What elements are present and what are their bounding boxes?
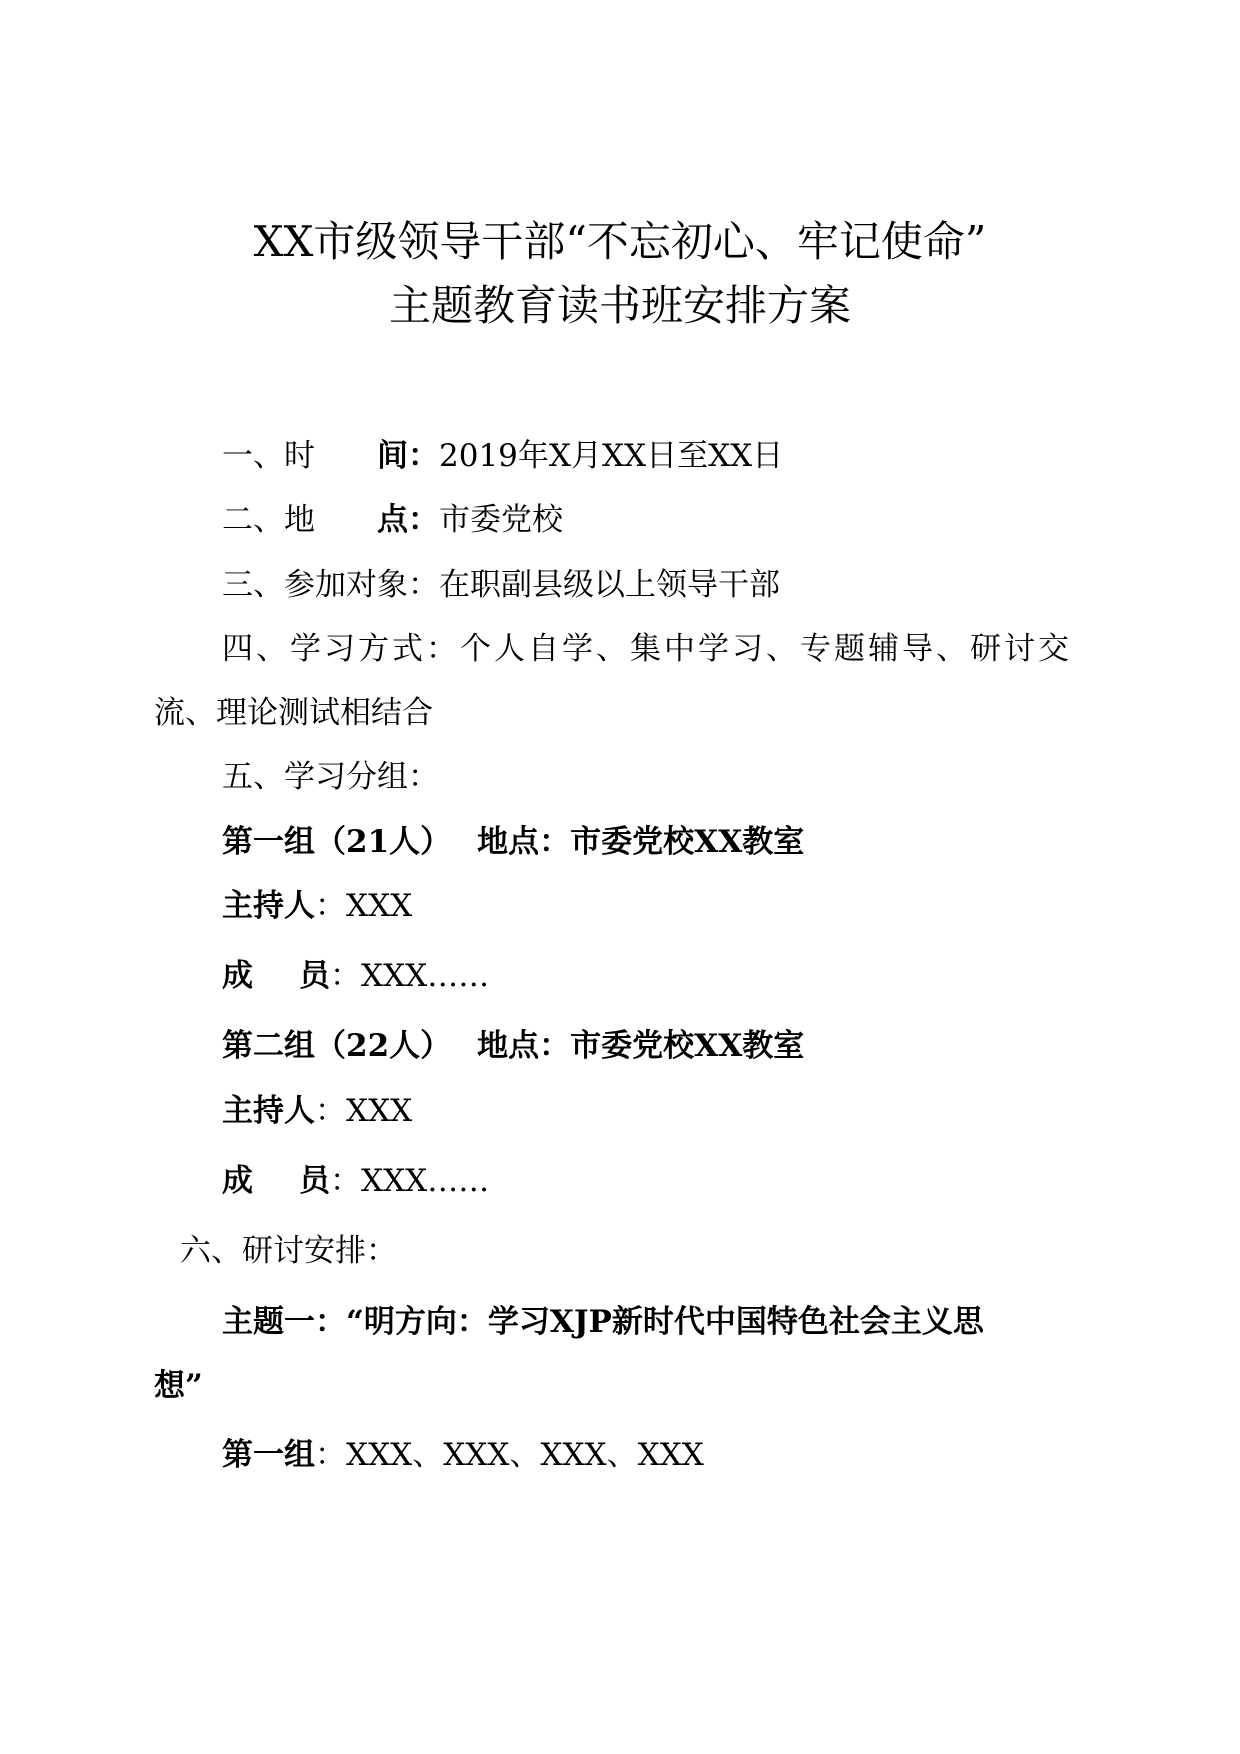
group1-header-name: 第一组（21人） (222, 824, 452, 860)
time-value: 2019年X月XX日至XX日 (439, 438, 784, 474)
group2-header (222, 1024, 804, 1068)
group2-members-label-a: 成 (222, 1163, 253, 1199)
topic1-title-line-2: 想” (154, 1368, 203, 1404)
topic1-group-label: 第一组 (222, 1437, 315, 1473)
group1-members-label-b: 员 (299, 958, 330, 994)
participants-row (222, 563, 780, 607)
place-value: 市委党校 (439, 502, 563, 538)
time-label-b: 间： (377, 438, 439, 474)
group2-host-label: 主持人 (222, 1093, 315, 1129)
method-row (222, 627, 1072, 671)
group2-header-place: 地点：市委党校XX教室 (477, 1028, 805, 1064)
time-label-a: 一、时 (222, 438, 315, 474)
method-label: 四、学习方式： (222, 631, 460, 667)
group2-host-value: ：XXX (315, 1093, 413, 1129)
group2-host-row (222, 1089, 412, 1133)
document-title-line-1: XX市级领导干部“不忘初心、牢记使命” (253, 217, 987, 266)
group1-host-label: 主持人 (222, 888, 315, 924)
group1-members-label-a: 成 (222, 958, 253, 994)
group2-header-name: 第二组（22人） (222, 1028, 452, 1064)
time-row (222, 434, 783, 478)
group1-members-row (222, 954, 489, 998)
participants-label: 三、参加对象： (222, 567, 439, 603)
group1-members-value: ：XXX…… (330, 958, 490, 994)
topic1-title-line-1: 主题一：“明方向：学习XJP新时代中国特色社会主义思 (222, 1304, 984, 1340)
place-label-b: 点： (377, 502, 439, 538)
group1-host-value: ：XXX (315, 888, 413, 924)
group2-members-value: ：XXX…… (330, 1163, 490, 1199)
topic1-group-value: ：XXX、XXX、XXX、XXX (315, 1437, 704, 1473)
place-row (222, 498, 563, 542)
discussion-heading: 六、研讨安排： (180, 1233, 397, 1269)
topic1-group-row (222, 1433, 704, 1477)
method-value-line-1: 个人自学、集中学习、专题辅导、研讨交 (460, 631, 1072, 667)
group1-host-row (222, 884, 412, 928)
method-continuation: 流、理论测试相结合 (154, 695, 433, 731)
group2-members-row (222, 1159, 489, 1203)
group1-header (222, 820, 804, 864)
group1-header-place: 地点：市委党校XX教室 (477, 824, 805, 860)
groups-heading: 五、学习分组： (222, 759, 439, 795)
place-label-a: 二、地 (222, 502, 315, 538)
group2-members-label-b: 员 (299, 1163, 330, 1199)
document-title-line-2: 主题教育读书班安排方案 (388, 281, 851, 330)
participants-value: 在职副县级以上领导干部 (439, 567, 780, 603)
